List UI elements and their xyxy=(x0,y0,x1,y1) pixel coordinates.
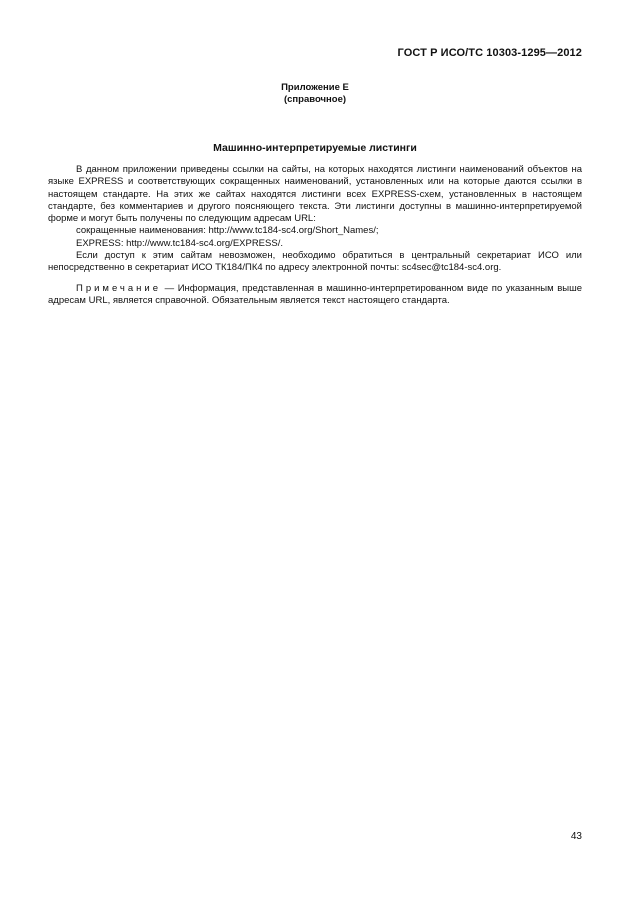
express-url-line: EXPRESS: http://www.tc184-sc4.org/EXPRESS/. xyxy=(76,237,283,249)
note-paragraph xyxy=(48,283,582,308)
appendix-heading xyxy=(0,82,630,106)
short-names-url-line: сокращенные наименования: http://www.tc184-sc4.org/Short_Names/; xyxy=(76,225,379,237)
paragraph-intro: В данном приложении приведены ссылки на сайты, на которых находятся листинги наименований объектов на языке EXPRESS и соответствующих сокращенных наименований, установленных или на которые даются ссылки в настоящем стандарте. На этих же сайтах находятся листинги всех EXPRESS-схем, установленных в настоящем стандарте, без комментариев и другого поясняющего текста. Эти листинги доступны в машинно-интерпретируемой форме и могут быть получены по следующим адресам URL: xyxy=(48,164,582,225)
note-text: — Информация, представленная в машинно-интерпретированном виде по указанным выше адресам URL, является справочной. Обязательным является текст настоящего стандарта. xyxy=(48,282,582,306)
body-text xyxy=(48,164,582,307)
appendix-type: (справочное) xyxy=(283,94,347,105)
paragraph-contact: Если доступ к этим сайтам невозможен, необходимо обратиться в центральный секретариат ИСО или непосредственно в секретариат ИСО ТК184/ПК4 по адресу электронной почты: sc4sec@tc184-sc4.org. xyxy=(48,250,582,274)
note-label: Примечание xyxy=(76,282,161,294)
section-title: Машинно-интерпретируемые листинги xyxy=(213,142,417,154)
page-number: 43 xyxy=(570,831,582,842)
document-header: ГОСТ Р ИСО/ТС 10303-1295—2012 xyxy=(397,47,582,59)
appendix-title: Приложение Е xyxy=(281,82,349,93)
